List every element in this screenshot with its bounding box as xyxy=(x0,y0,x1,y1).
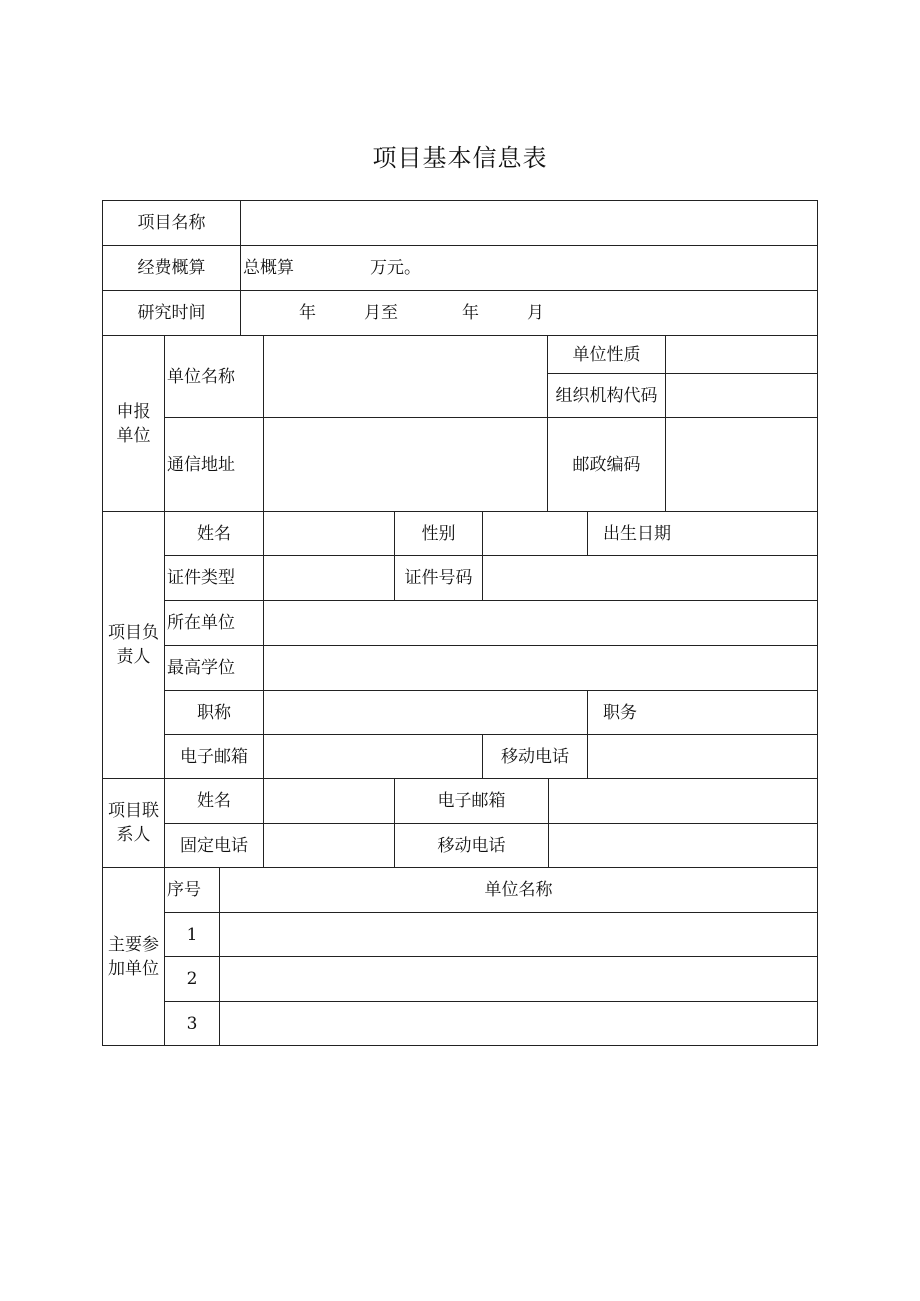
contact-name-input[interactable] xyxy=(264,779,395,824)
time-year-2: 年 xyxy=(462,303,479,323)
participants-seq-header: 序号 xyxy=(165,868,220,913)
leader-unit-label: 所在单位 xyxy=(165,601,264,646)
time-month-2: 月 xyxy=(527,303,544,323)
contact-mobile-label: 移动电话 xyxy=(395,824,549,868)
leader-mobile-label: 移动电话 xyxy=(483,735,588,779)
leader-id-type-input[interactable] xyxy=(264,556,395,601)
contact-name-label: 姓名 xyxy=(165,779,264,824)
leader-name-input[interactable] xyxy=(264,512,395,556)
applicant-org-code-label: 组织机构代码 xyxy=(548,374,666,418)
leader-name-label: 姓名 xyxy=(165,512,264,556)
applicant-nature-label: 单位性质 xyxy=(548,336,666,374)
applicant-nature-input[interactable] xyxy=(666,336,818,374)
leader-email-label: 电子邮箱 xyxy=(165,735,264,779)
leader-gender-input[interactable] xyxy=(483,512,588,556)
applicant-postcode-input[interactable] xyxy=(666,418,818,512)
contact-group-label: 项目联 系人 xyxy=(103,779,165,868)
applicant-name-input[interactable] xyxy=(264,336,548,418)
leader-degree-input[interactable] xyxy=(264,646,818,691)
applicant-org-code-input[interactable] xyxy=(666,374,818,418)
participants-row-seq: 1 xyxy=(165,913,220,957)
contact-email-label: 电子邮箱 xyxy=(395,779,549,824)
time-year-1: 年 xyxy=(299,303,316,323)
leader-degree-label: 最高学位 xyxy=(165,646,264,691)
budget-field[interactable] xyxy=(241,246,818,291)
contact-phone-input[interactable] xyxy=(264,824,395,868)
contact-phone-label: 固定电话 xyxy=(165,824,264,868)
leader-gender-label: 性别 xyxy=(395,512,483,556)
participants-row-unit-input[interactable] xyxy=(220,957,818,1002)
project-name-label: 项目名称 xyxy=(103,201,241,246)
budget-unit-label: 万元。 xyxy=(370,258,421,278)
leader-birth-label: 出生日期 xyxy=(588,512,818,556)
participants-unit-name-header: 单位名称 xyxy=(220,868,818,913)
applicant-address-input[interactable] xyxy=(264,418,548,512)
leader-email-input[interactable] xyxy=(264,735,483,779)
project-name-input[interactable] xyxy=(241,201,818,246)
budget-label: 经费概算 xyxy=(103,246,241,291)
time-field[interactable] xyxy=(241,291,818,336)
participants-row-unit-input[interactable] xyxy=(220,1002,818,1046)
leader-id-no-label: 证件号码 xyxy=(395,556,483,601)
contact-email-input[interactable] xyxy=(549,779,818,824)
applicant-postcode-label: 邮政编码 xyxy=(548,418,666,512)
leader-id-no-input[interactable] xyxy=(483,556,818,601)
leader-unit-input[interactable] xyxy=(264,601,818,646)
participants-group-label: 主要参 加单位 xyxy=(103,868,165,1046)
leader-group-label: 项目负 责人 xyxy=(103,512,165,779)
leader-mobile-input[interactable] xyxy=(588,735,818,779)
project-info-table xyxy=(102,200,818,1046)
applicant-group-label: 申报 单位 xyxy=(103,336,165,512)
participants-row-seq: 3 xyxy=(165,1002,220,1046)
leader-position-label: 职务 xyxy=(588,691,818,735)
participants-row-seq: 2 xyxy=(165,957,220,1002)
applicant-name-label: 单位名称 xyxy=(165,336,264,418)
time-label: 研究时间 xyxy=(103,291,241,336)
leader-title-label: 职称 xyxy=(165,691,264,735)
time-month-to: 月至 xyxy=(364,303,398,323)
leader-id-type-label: 证件类型 xyxy=(165,556,264,601)
applicant-address-label: 通信地址 xyxy=(165,418,264,512)
budget-total-label: 总概算 xyxy=(243,258,294,278)
participants-row-unit-input[interactable] xyxy=(220,913,818,957)
contact-mobile-input[interactable] xyxy=(549,824,818,868)
leader-title-input[interactable] xyxy=(264,691,588,735)
page-title: 项目基本信息表 xyxy=(372,144,548,172)
